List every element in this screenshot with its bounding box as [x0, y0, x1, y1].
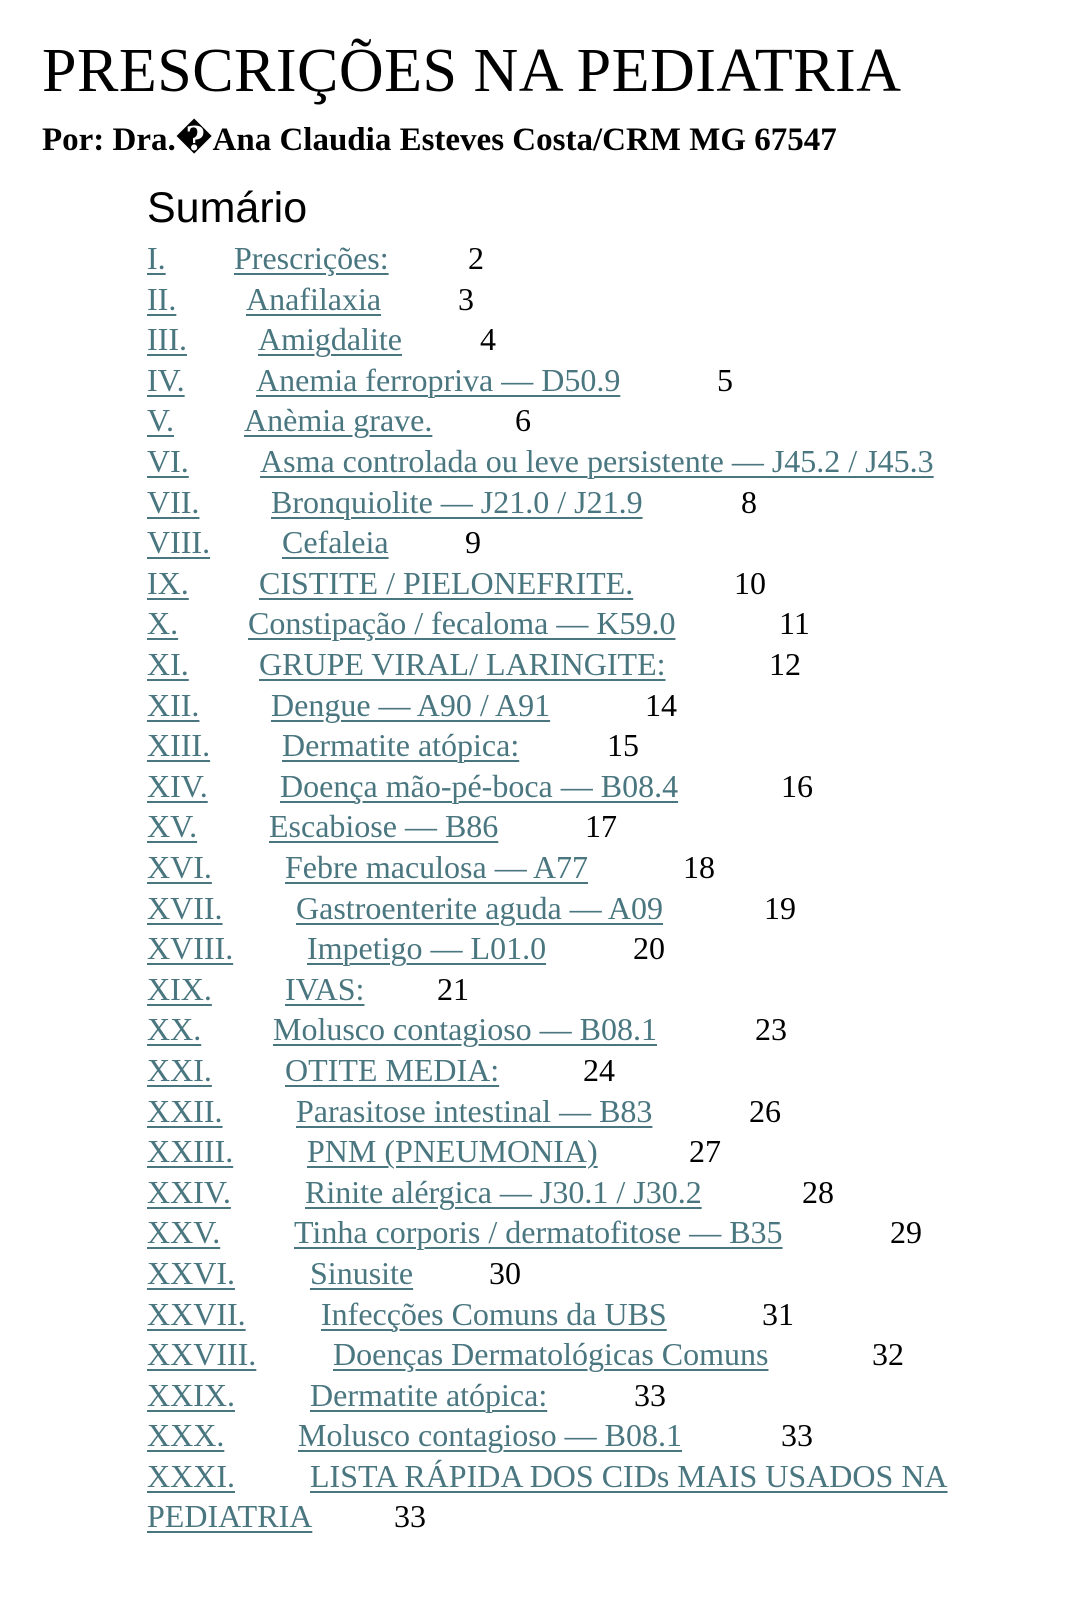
toc-entry-page-number: 23	[755, 1011, 787, 1048]
toc-entry-link[interactable]: Cefaleia	[282, 524, 389, 561]
toc-entry[interactable]	[0, 441, 1080, 481]
toc-entry-link[interactable]: LISTA RÁPIDA DOS CIDs MAIS USADOS NA	[310, 1458, 948, 1494]
toc-entry-page-number: 14	[645, 686, 677, 723]
toc-entry-link[interactable]: Prescrições:	[234, 240, 389, 276]
toc-entry-page-number: 15	[607, 727, 639, 764]
toc-entry-link[interactable]: Impetigo — L01.0	[307, 930, 547, 967]
toc-entry-page-number: 26	[749, 1092, 781, 1129]
toc-entry[interactable]	[0, 400, 1080, 440]
toc-entry-page-number: 33	[781, 1417, 813, 1454]
toc-entry-number[interactable]: XXXI.	[147, 1458, 235, 1494]
toc-entry-number[interactable]: IV.	[147, 361, 185, 398]
toc-entry[interactable]	[0, 360, 1080, 400]
toc-entry-number[interactable]: X.	[147, 605, 179, 642]
toc-entry-number[interactable]: XXVI.	[147, 1255, 235, 1291]
toc-entry-link[interactable]: GRUPE VIRAL/ LARINGITE:	[259, 646, 666, 682]
toc-entry[interactable]	[0, 238, 1080, 278]
toc-entry-page-number: 27	[689, 1133, 721, 1170]
toc-entry-number[interactable]: XXVIII.	[147, 1336, 257, 1373]
toc-entry-number[interactable]: IX.	[147, 564, 189, 601]
toc-entry[interactable]	[0, 1253, 1080, 1293]
toc-entry-number[interactable]: XXIII.	[147, 1133, 234, 1170]
toc-entry-link[interactable]: Dengue — A90 / A91	[271, 686, 551, 723]
toc-entry[interactable]	[0, 806, 1080, 846]
toc-entry-page-number: 33	[634, 1376, 666, 1413]
toc-entry[interactable]	[0, 1091, 1080, 1131]
toc-entry[interactable]	[0, 522, 1080, 562]
toc-entry-number[interactable]: XVII.	[147, 889, 223, 926]
toc-entry-number[interactable]: XXX.	[147, 1417, 225, 1454]
toc-entry-link[interactable]: Molusco contagioso — B08.1	[298, 1417, 682, 1454]
toc-entry[interactable]	[0, 1009, 1080, 1049]
toc-entry-number[interactable]: VII.	[147, 483, 200, 520]
toc-entry[interactable]	[0, 928, 1080, 968]
toc-entry-page-number: 24	[583, 1052, 615, 1088]
toc-entry-page-number: 31	[762, 1295, 794, 1332]
toc-entry-link[interactable]: Parasitose intestinal — B83	[296, 1092, 653, 1129]
toc-entry-page-number: 19	[764, 889, 796, 926]
toc-entry-number[interactable]: XXIX.	[147, 1376, 235, 1413]
toc-entry-link[interactable]: Rinite alérgica — J30.1 / J30.2	[305, 1173, 702, 1210]
toc-entry-link[interactable]: IVAS:	[285, 970, 365, 1007]
toc-entry-link[interactable]: Gastroenterite aguda — A09	[296, 889, 663, 926]
toc-entry-page-number: 5	[717, 361, 733, 398]
toc-entry-number[interactable]: XIX.	[147, 970, 212, 1007]
toc-entry[interactable]	[0, 279, 1080, 319]
toc-entry[interactable]	[0, 766, 1080, 806]
toc-entry-number[interactable]: XV.	[147, 808, 198, 845]
toc-entry-link-continuation[interactable]: PEDIATRIA	[147, 1498, 313, 1534]
toc-entry-page-number: 20	[633, 930, 665, 967]
toc-entry[interactable]	[0, 847, 1080, 887]
toc-entry-number[interactable]: XIV.	[147, 767, 208, 804]
toc-entry-number[interactable]: III.	[147, 321, 187, 358]
toc-entry-page-number: 21	[437, 970, 469, 1007]
toc-entry-number[interactable]: XXV.	[147, 1214, 221, 1251]
toc-entry-link[interactable]: Escabiose — B86	[269, 808, 499, 845]
toc-entry[interactable]	[0, 1415, 1080, 1455]
toc-entry-link[interactable]: Molusco contagioso — B08.1	[273, 1011, 657, 1048]
toc-entry-link[interactable]: OTITE MEDIA:	[285, 1052, 500, 1088]
toc-entry-link[interactable]: Dermatite atópica:	[310, 1376, 548, 1413]
toc-entry-page-number: 11	[779, 605, 810, 642]
toc-entry-page-number: 2	[468, 240, 484, 276]
toc-entry-page-number: 28	[802, 1173, 834, 1210]
toc-entry[interactable]	[0, 603, 1080, 643]
toc-entry-page-number: 9	[465, 524, 481, 561]
toc-entry-number[interactable]: XI.	[147, 646, 189, 682]
toc-entry[interactable]	[0, 1375, 1080, 1415]
toc-entry-number[interactable]: XIII.	[147, 727, 211, 764]
toc-entry[interactable]	[0, 888, 1080, 928]
toc-entry-number[interactable]: XVIII.	[147, 930, 234, 967]
toc-entry[interactable]	[0, 725, 1080, 765]
document-title: PRESCRIÇÕES NA PEDIATRIA	[42, 37, 902, 105]
toc-entry-number[interactable]: XX.	[147, 1011, 202, 1048]
toc-entry-number[interactable]: XXI.	[147, 1052, 212, 1088]
toc-entry-number[interactable]: V.	[147, 402, 174, 439]
toc-entry-link[interactable]: Febre maculosa — A77	[285, 849, 589, 885]
toc-entry-number[interactable]: XVI.	[147, 849, 212, 885]
toc-entry-page-number: 12	[769, 646, 801, 682]
toc-entry-link[interactable]: Bronquiolite — J21.0 / J21.9	[271, 483, 643, 520]
toc-entry-page-number: 33	[394, 1498, 426, 1534]
toc-entry-number[interactable]: XII.	[147, 686, 200, 723]
toc-entry-link[interactable]: CISTITE / PIELONEFRITE.	[259, 564, 634, 601]
toc-entry-link[interactable]: Anemia ferropriva — D50.9	[256, 361, 621, 398]
toc-entry-number[interactable]: VI.	[147, 443, 189, 479]
toc-entry-link[interactable]: Asma controlada ou leve persistente — J45.2 / J45.3	[260, 443, 934, 479]
toc-entry-link[interactable]: Doenças Dermatológicas Comuns	[333, 1336, 769, 1373]
toc-entry[interactable]	[0, 685, 1080, 725]
author-line: Por: Dra.�Ana Claudia Esteves Costa/CRM MG 67547	[42, 122, 837, 158]
toc-entry-link[interactable]: Dermatite atópica:	[282, 727, 520, 764]
toc-entry-number[interactable]: VIII.	[147, 524, 211, 561]
toc-entry-link[interactable]: Constipação / fecaloma — K59.0	[248, 605, 676, 642]
toc-entry-number[interactable]: I.	[147, 240, 166, 276]
toc-entry[interactable]	[0, 969, 1080, 1009]
toc-entry[interactable]	[0, 644, 1080, 684]
toc-entry[interactable]	[0, 1050, 1080, 1090]
toc-entry-page-number: 4	[480, 321, 496, 358]
toc-entry[interactable]	[0, 319, 1080, 359]
toc-entry[interactable]	[0, 1212, 1080, 1252]
toc-entry[interactable]	[0, 1294, 1080, 1334]
toc-entry-link[interactable]: Sinusite	[310, 1255, 414, 1291]
toc-entry-link[interactable]: Infecções Comuns da UBS	[321, 1295, 667, 1332]
toc-entry-page-number: 6	[515, 402, 531, 439]
toc-entry-number[interactable]: XXVII.	[147, 1295, 246, 1332]
toc-entry-page-number: 8	[741, 483, 757, 520]
toc-entry[interactable]	[0, 1334, 1080, 1374]
toc-entry-page-number: 10	[734, 564, 766, 601]
toc-entry-link[interactable]: PNM (PNEUMONIA)	[307, 1133, 598, 1170]
toc-entry-page-number: 32	[872, 1336, 904, 1373]
toc-entry-link[interactable]: Anafilaxia	[246, 280, 382, 317]
toc-entry[interactable]	[0, 1172, 1080, 1212]
toc-entry-link[interactable]: Doença mão-pé-boca — B08.4	[280, 767, 679, 804]
toc-entry[interactable]	[0, 1456, 1080, 1534]
toc-entry-link[interactable]: Tinha corporis / dermatofitose — B35	[294, 1214, 783, 1251]
toc-entry-number[interactable]: XXIV.	[147, 1173, 231, 1210]
toc-entry[interactable]	[0, 1131, 1080, 1171]
toc-entry-link[interactable]: Amigdalite	[258, 321, 402, 358]
toc-entry-number[interactable]: XXII.	[147, 1092, 223, 1129]
toc-entry-page-number: 3	[458, 280, 474, 317]
toc-heading: Sumário	[147, 184, 308, 232]
toc-entry[interactable]	[0, 482, 1080, 522]
toc-entry-page-number: 30	[489, 1255, 521, 1291]
toc-entry-page-number: 16	[781, 767, 813, 804]
toc-entry-page-number: 29	[890, 1214, 922, 1251]
toc-entry-number[interactable]: II.	[147, 280, 177, 317]
toc-entry-page-number: 18	[683, 849, 715, 885]
toc-entry-link[interactable]: Anèmia grave.	[244, 402, 433, 439]
toc-entry-page-number: 17	[585, 808, 617, 845]
toc-entry[interactable]	[0, 563, 1080, 603]
